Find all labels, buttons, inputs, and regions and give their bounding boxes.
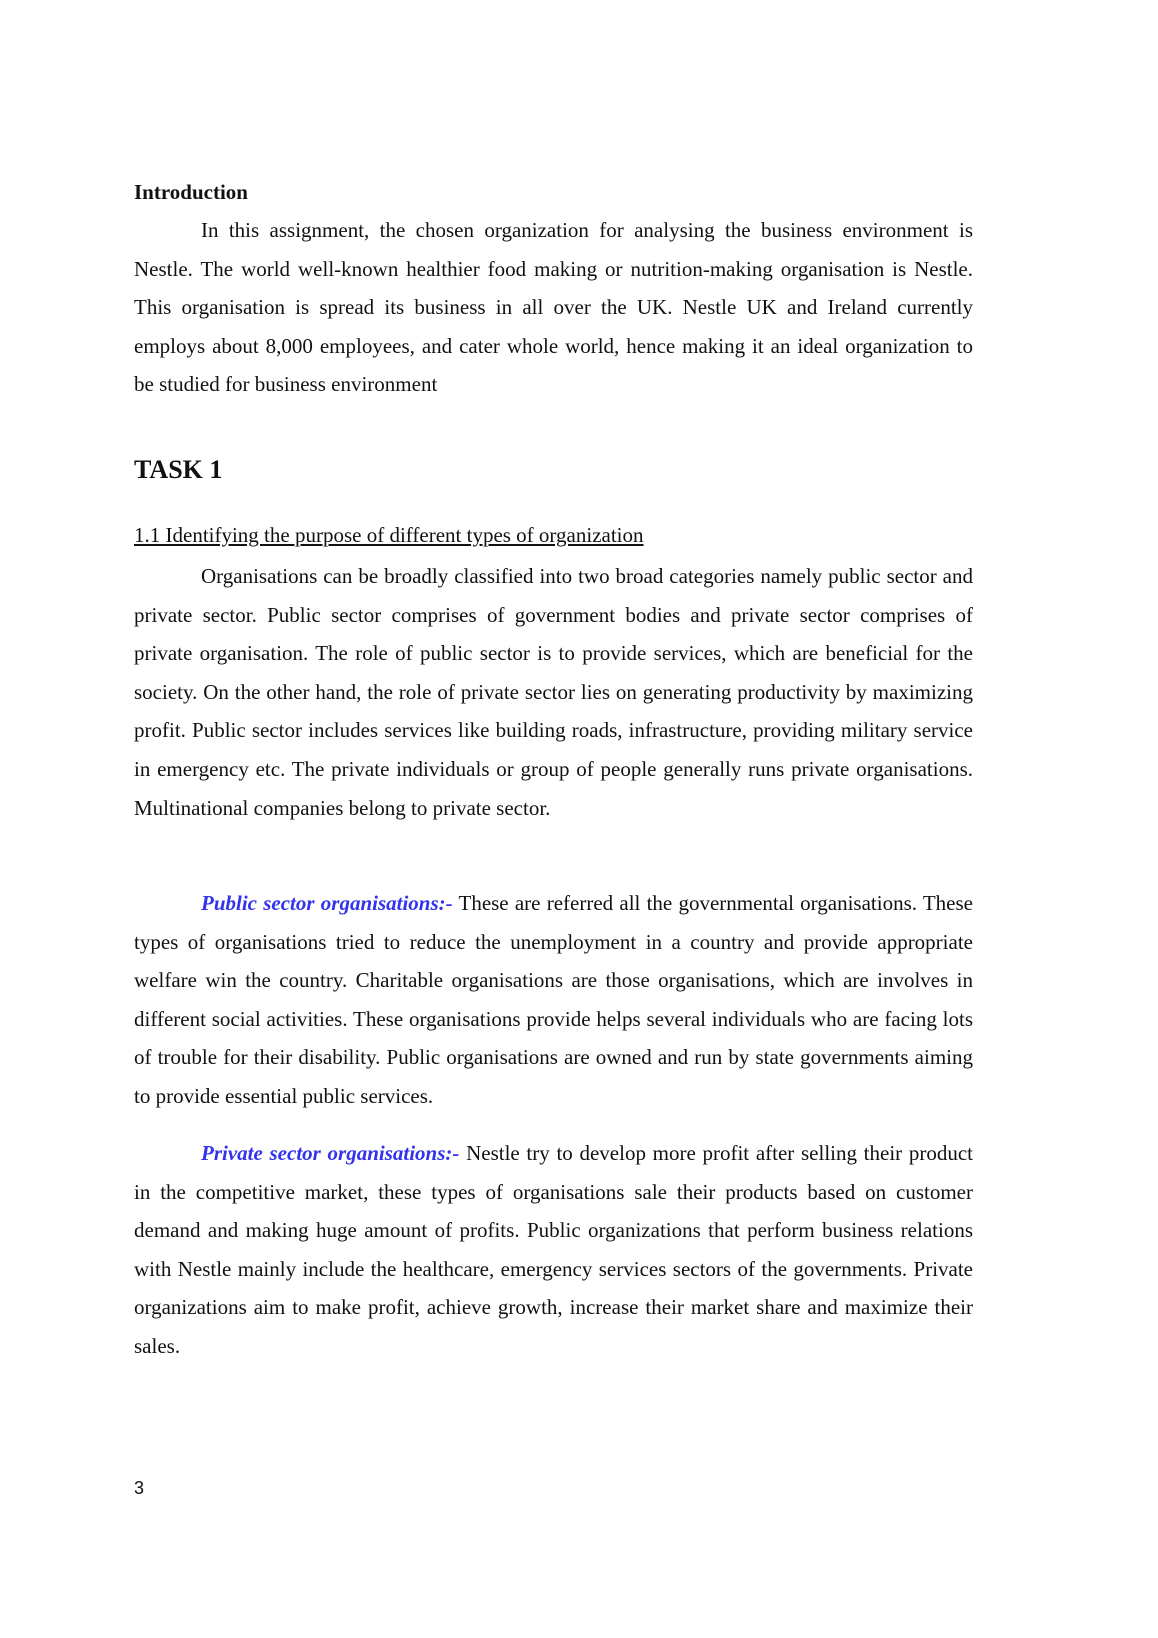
private-sector-body: Nestle try to develop more profit after selling their product in the competitive market, these types of organisations sale their products based on customer demand and making huge amount of profits. Public organizations that perform business relations with Nestle mainly include the healthcare, emergency services sectors of the governments. Private organizations aim to make profit, achieve growth, increase their market share and maximize their sales.: [134, 1141, 973, 1358]
private-sector-paragraph: [134, 1134, 973, 1366]
introduction-heading: Introduction: [134, 180, 248, 204]
public-sector-paragraph: [134, 884, 973, 1116]
section-subheading: 1.1 Identifying the purpose of different types of organization: [134, 523, 644, 547]
organisations-paragraph: Organisations can be broadly classified into two broad categories namely public sector and private sector. Public sector comprises of government bodies and private sector comprises of private organisation. The role of public sector is to provide services, which are beneficial for the society. On the other hand, the role of private sector lies on generating productivity by maximizing profit. Public sector includes services like building roads, infrastructure, providing military service in emergency etc. The private individuals or group of people generally runs private organisations. Multinational companies belong to private sector.: [134, 564, 973, 820]
page-number: 3: [134, 1478, 145, 1498]
task-heading: TASK 1: [134, 455, 223, 484]
private-sector-lead: Private sector organisations:-: [201, 1141, 460, 1165]
public-sector-lead: Public sector organisations:-: [201, 891, 453, 915]
introduction-paragraph: In this assignment, the chosen organization for analysing the business environment is Nestle. The world well-known healthier food making or nutrition-making organisation is Nestle. This organisation is spread its business in all over the UK. Nestle UK and Ireland currently employs about 8,000 employees, and cater whole world, hence making it an ideal organization to be studied for business environment: [134, 218, 973, 397]
public-sector-body: These are referred all the governmental organisations. These types of organisations tried to reduce the unemployment in a country and provide appropriate welfare win the country. Charitable organisations are those organisations, which are involves in different social activities. These organisations provide helps several individuals who are facing lots of trouble for their disability. Public organisations are owned and run by state governments aiming to provide essential public services.: [134, 891, 973, 1108]
